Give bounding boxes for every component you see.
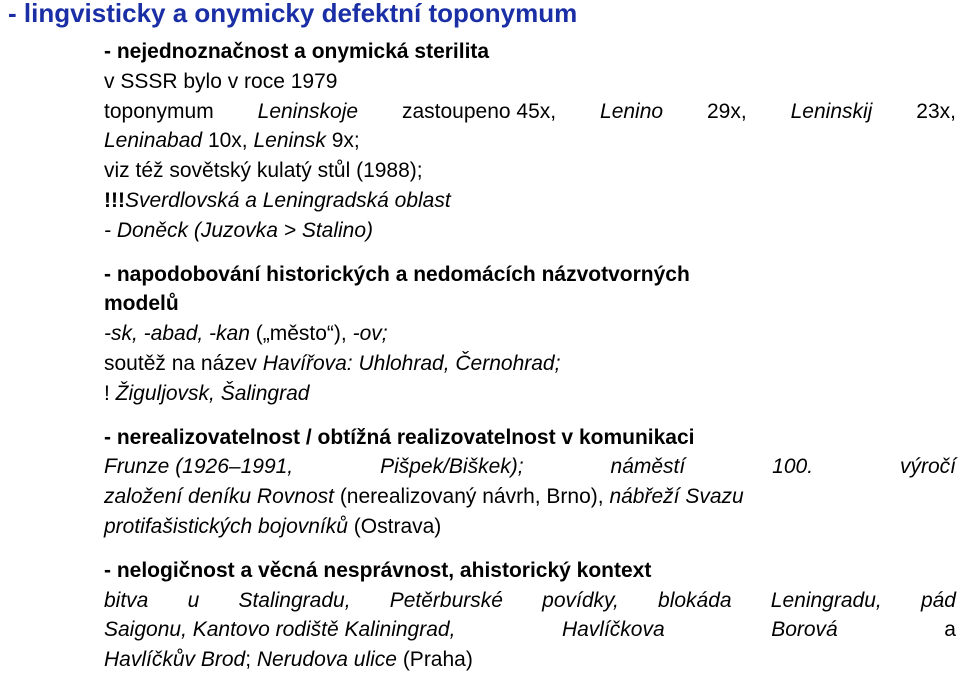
text-fragment: 10x, (202, 129, 254, 153)
text-line (104, 452, 956, 482)
word: Havlíčkova (561, 618, 665, 642)
text-line (104, 349, 956, 379)
toponym: Leninsk (253, 129, 326, 153)
word-group: Saigonu, Kantovo rodiště Kaliningrad, (104, 618, 456, 642)
word: Borová (771, 618, 838, 642)
section-heading-illogicality: - nelogičnost a věcná nesprávnost, ahistorický kontext (104, 558, 652, 582)
exclamation-mark: !!! (104, 188, 125, 212)
toponym: Leninskij (790, 99, 873, 123)
word: Petěrburské (389, 588, 503, 612)
toponym: Havířova: Uhlohrad, Černohrad; (262, 351, 561, 375)
spacer (104, 246, 956, 260)
toponym: protifašistických bojovníků (104, 514, 348, 538)
toponym: Frunze (1926–1991, (104, 455, 294, 479)
word: pád (920, 588, 956, 612)
word: u (187, 588, 200, 612)
section-heading-ambiguity: - nejednoznačnost a onymická sterilita (104, 40, 490, 63)
text-fragment: ; (245, 648, 257, 672)
toponym: náměstí (610, 455, 686, 479)
word: povídky, (542, 588, 619, 612)
text-fragment: soutěž na název (104, 351, 263, 375)
text-fragment: 9x; (325, 129, 360, 153)
spacer (104, 542, 956, 556)
text-line (104, 319, 956, 349)
text-line (104, 645, 956, 675)
word: Leningradu, (770, 588, 882, 612)
text-fragment: (Ostrava) (347, 514, 442, 538)
section-heading-imitation: - napodobování historických a nedomácích názvotvorných (104, 262, 690, 286)
text-fragment (104, 452, 293, 482)
text-line (104, 482, 956, 512)
text-line (104, 216, 956, 246)
text-line (104, 97, 956, 127)
text-line (104, 379, 956, 409)
toponym: Pišpek/Biškek); (380, 455, 524, 479)
text-line (104, 512, 956, 542)
text-fragment: zastoupeno 45x, (401, 99, 557, 123)
text-fragment: toponymum (104, 99, 214, 123)
text-line: v SSSR bylo v roce 1979 (104, 69, 338, 93)
toponym: Havlíčkův Brod (104, 648, 246, 672)
text-line (104, 615, 956, 645)
word: Stalingradu, (238, 588, 351, 612)
toponym: - Doněck (Juzovka > Stalino) (104, 218, 374, 242)
toponym: Nerudova ulice (256, 648, 397, 672)
toponym: Leninskoje (257, 99, 359, 123)
toponym: Žiguljovsk, Šalingrad (115, 381, 310, 405)
page-title: - lingvisticky a onymicky defektní toponymum (8, 0, 578, 28)
word: a (944, 618, 956, 642)
toponym: Lenino (600, 99, 664, 123)
suffix-list: -sk, -abad, -kan (104, 322, 250, 346)
toponym: výročí (899, 455, 956, 479)
word: bitva (104, 588, 149, 612)
spacer (104, 409, 956, 423)
text-fragment: (Praha) (396, 648, 473, 672)
toponym: Sverdlovská a Leningradská oblast (124, 188, 451, 212)
toponym: nábřeží Svazu (609, 485, 744, 509)
text-fragment: („město“), (249, 322, 353, 346)
toponym: 100. (772, 455, 814, 479)
toponym: založení deníku Rovnost (104, 485, 334, 509)
text-fragment: 29x, (707, 99, 747, 123)
text-fragment: (nerealizovaný návrh, Brno), (333, 485, 610, 509)
word: blokáda (658, 588, 732, 612)
toponym: Leninabad (104, 129, 203, 153)
section-heading-imitation-cont: modelů (104, 292, 179, 316)
text-line (104, 186, 956, 216)
exclamation-mark: ! (104, 381, 116, 405)
content-body (104, 37, 956, 675)
text-fragment: 23x, (916, 99, 956, 123)
text-line (104, 126, 956, 156)
section-heading-unrealizability: - nerealizovatelnost / obtížná realizovatelnost v komunikaci (104, 425, 695, 449)
suffix: -ov; (352, 322, 388, 346)
text-line (104, 586, 956, 616)
text-line: viz též sovětský kulatý stůl (1988); (104, 159, 423, 183)
